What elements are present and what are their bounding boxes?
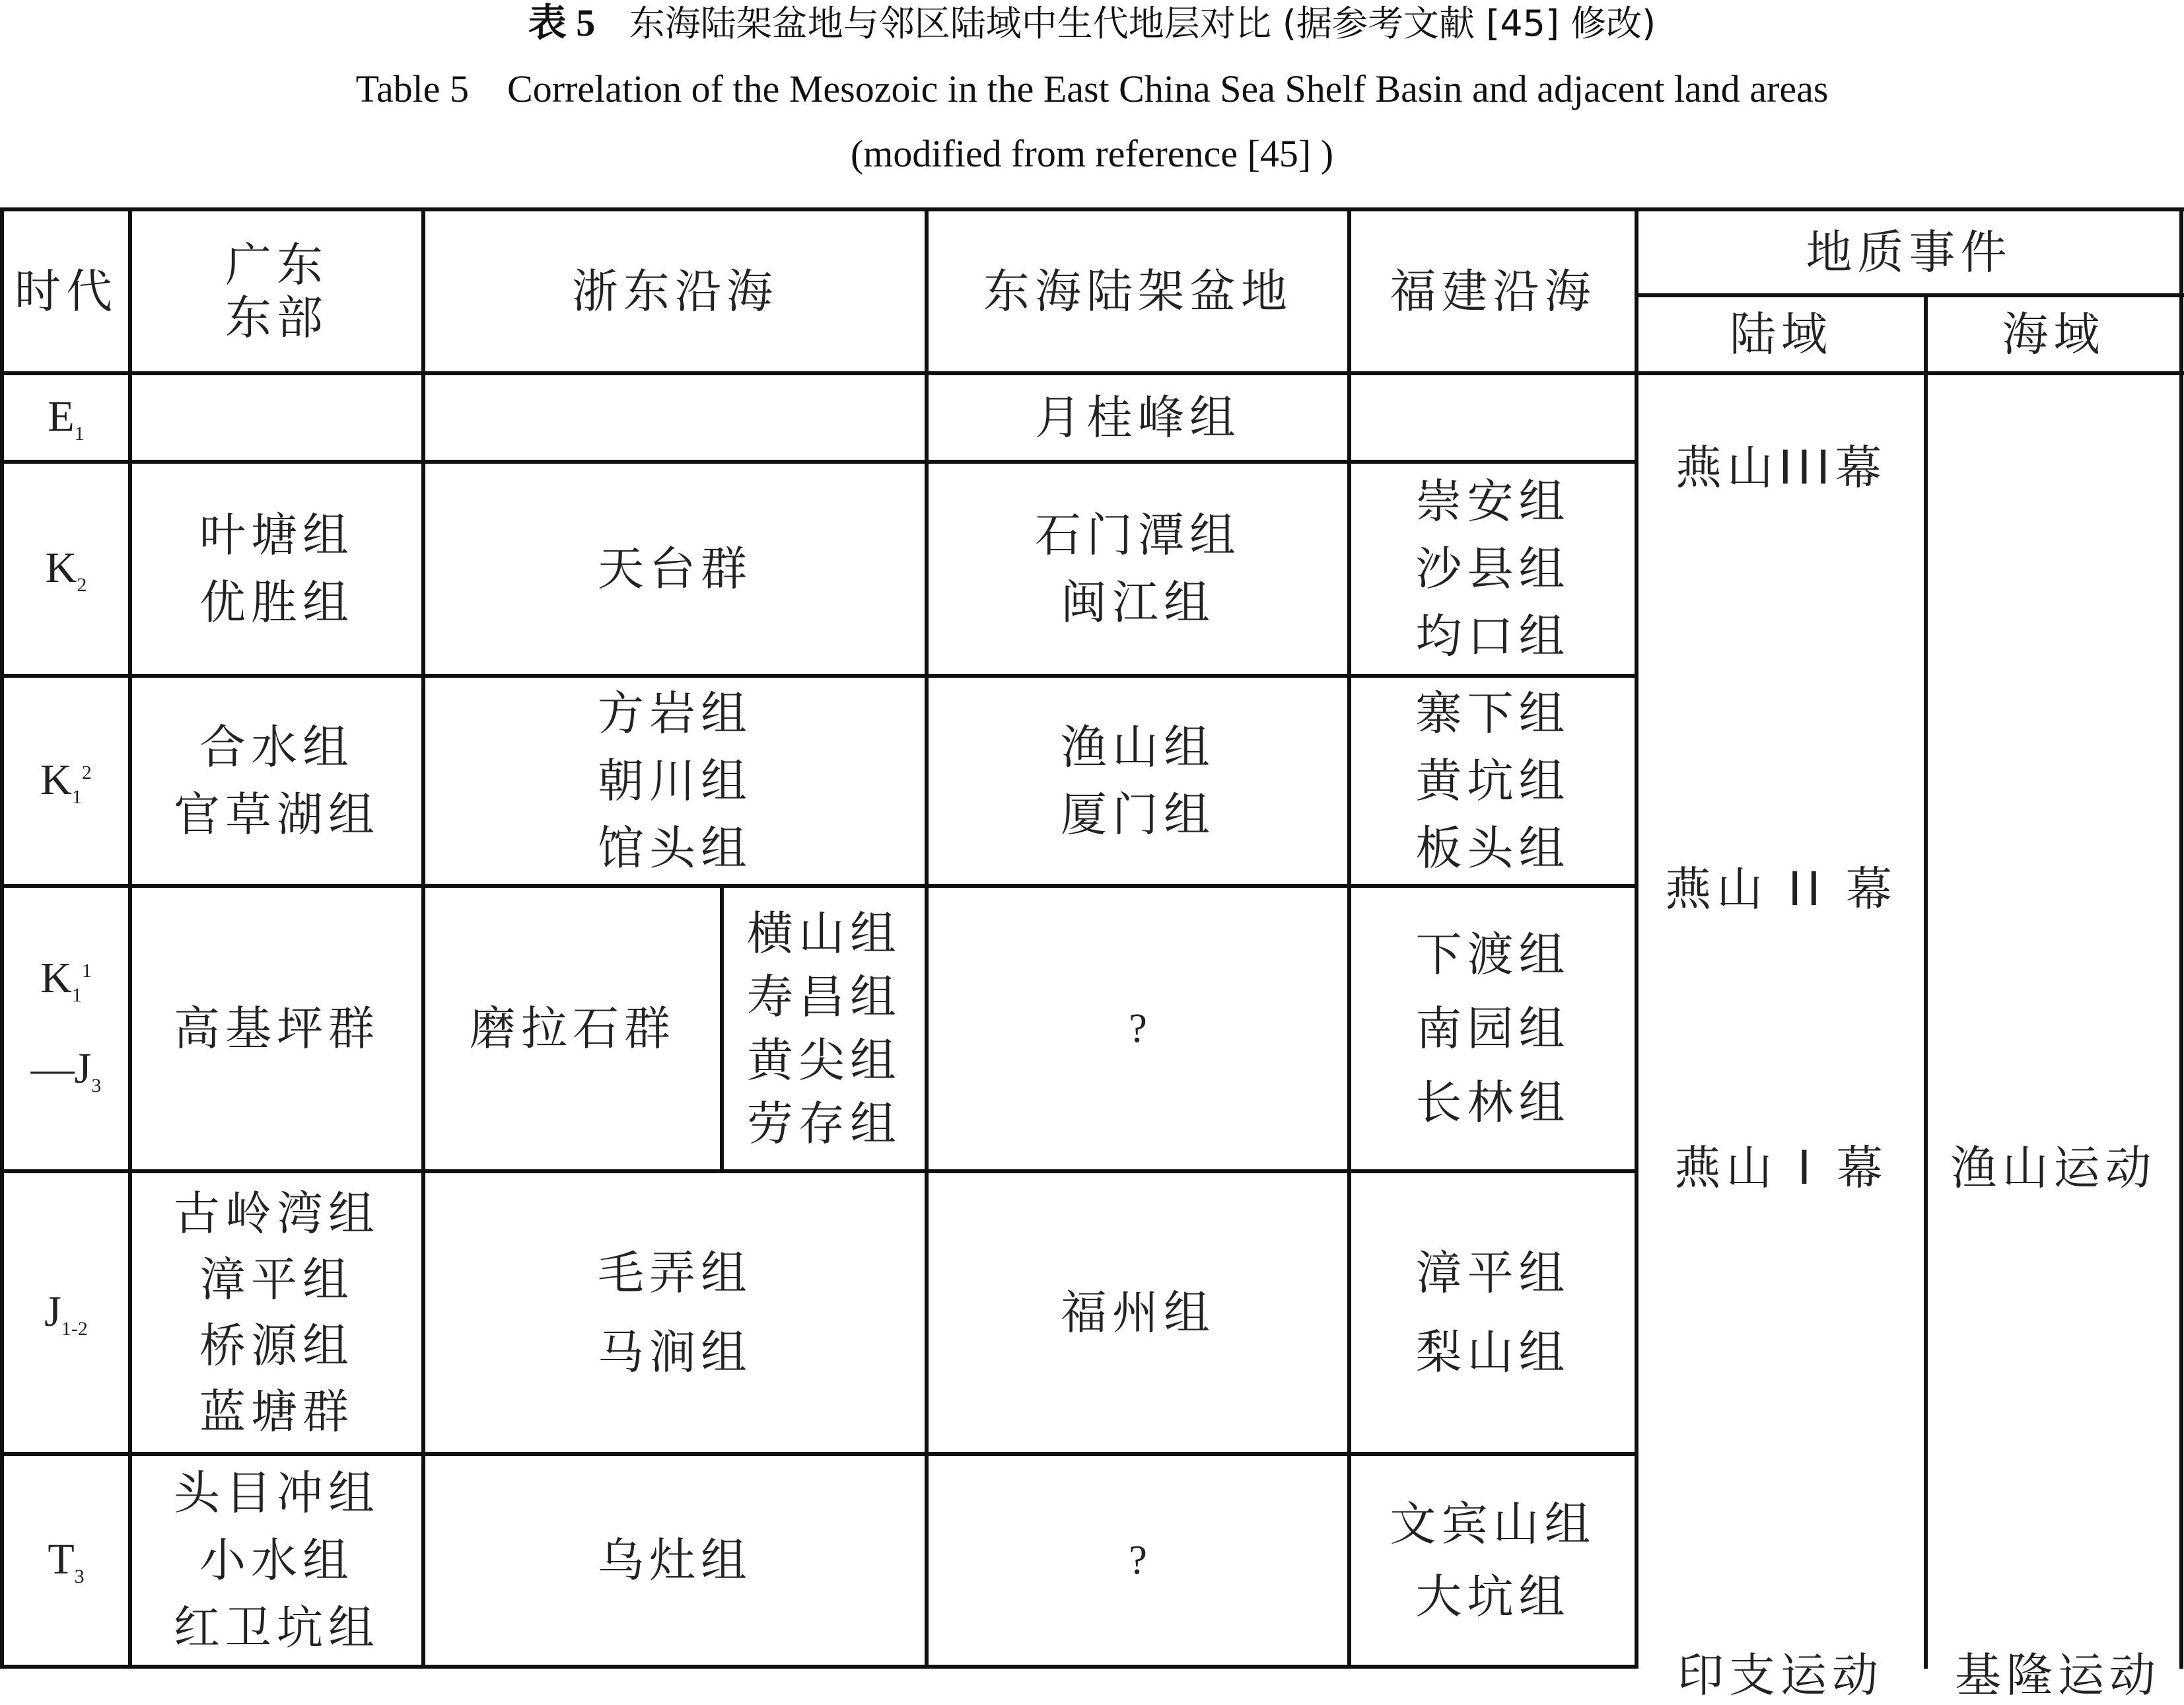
zj-j12-item: 毛弄组 — [598, 1246, 752, 1300]
header-gd-line1: 广东 — [225, 238, 328, 292]
ecs-k12-item: 渔山组 — [1061, 720, 1215, 774]
ecs-k2-item: 闽江组 — [1061, 575, 1215, 630]
fj-t3 — [1351, 1456, 1635, 1665]
fj-j12-item: 梨山组 — [1415, 1325, 1570, 1379]
era-j12-sub: 1-2 — [61, 1318, 88, 1340]
header-era: 时代 — [15, 264, 118, 318]
gd-k2-item: 优胜组 — [199, 575, 354, 630]
era-k12-sub: 1 — [71, 786, 82, 809]
fj-t3-item: 文宾山组 — [1390, 1497, 1596, 1551]
era-t3-sub: 3 — [74, 1566, 85, 1588]
gd-k12-item: 合水组 — [199, 720, 354, 774]
fj-k11-item: 长林组 — [1415, 1075, 1570, 1130]
caption-chinese-title: 东海陆架盆地与邻区陆域中生代地层对比 (据参考文献 [45] 修改) — [629, 3, 1656, 44]
table-right-border — [2179, 207, 2183, 1669]
gd-k12-item: 官草湖组 — [174, 787, 380, 842]
gd-j12-item: 蓝塘群 — [199, 1385, 354, 1439]
caption-english-source: (modified from reference [45] ) — [850, 132, 1334, 175]
zj-j1-2 — [425, 1173, 925, 1452]
event-keelung: 基隆运动 — [1942, 1638, 2174, 1705]
era-j12-main: J — [44, 1287, 61, 1336]
header-zhejiang-coast: 浙东沿海 — [572, 264, 778, 318]
fj-j12-item: 漳平组 — [1415, 1246, 1570, 1300]
era-k2-sub: 2 — [77, 574, 87, 597]
fj-t3-item: 大坑组 — [1415, 1570, 1570, 1624]
ecs-j1-2: 福州组 — [1061, 1286, 1215, 1340]
header-fujian-coast: 福建沿海 — [1390, 264, 1596, 318]
zj-k11-item: 黄尖组 — [747, 1033, 901, 1087]
era-k11-line2-sub: 3 — [91, 1074, 102, 1097]
gd-j1-2 — [132, 1173, 421, 1452]
event-yanshan-1: 燕山 I 幕 — [1674, 1141, 1888, 1195]
fj-k2-item: 沙县组 — [1415, 542, 1570, 596]
fj-k2-item: 均口组 — [1415, 609, 1570, 663]
era-k11-sup: 1 — [81, 960, 92, 982]
fj-k12-item: 黄坑组 — [1415, 754, 1570, 808]
gd-t3-item: 头目冲组 — [174, 1466, 380, 1520]
era-k11-line2: —J — [30, 1044, 92, 1093]
fj-j1-2 — [1351, 1173, 1635, 1452]
gd-j12-item: 古岭湾组 — [174, 1186, 380, 1241]
zj-k11-item: 劳存组 — [747, 1097, 901, 1151]
zj-t3: 乌灶组 — [598, 1533, 752, 1587]
header-sea-area: 海域 — [2002, 307, 2105, 361]
era-k12-sup: 2 — [81, 761, 92, 783]
era-k11-sub: 1 — [71, 984, 82, 1007]
fj-k2 — [1351, 464, 1635, 674]
zj-k12-item: 馆头组 — [598, 821, 752, 875]
ecs-t3: ? — [1129, 1538, 1147, 1583]
gd-k1-2 — [132, 678, 421, 884]
ecs-e1: 月桂峰组 — [1035, 390, 1241, 445]
fj-k11-item: 南园组 — [1415, 1001, 1570, 1056]
era-t3 — [4, 1456, 128, 1665]
fj-k11-item: 下渡组 — [1415, 927, 1570, 982]
header-guangdong-east — [132, 211, 421, 371]
event-yanshan-2: 燕山 II 幕 — [1665, 862, 1897, 916]
gd-j12-item: 漳平组 — [199, 1252, 354, 1307]
event-yanshan-3: 燕山III幕 — [1675, 441, 1887, 495]
era-k11-main: K — [40, 954, 72, 1003]
event-indosinian: 印支运动 — [1664, 1638, 1897, 1705]
header-east-china-sea-basin: 东海陆架盆地 — [983, 264, 1292, 318]
era-k2 — [4, 464, 128, 674]
header-gd-line2: 东部 — [225, 291, 328, 345]
era-k1-1-j3 — [4, 888, 128, 1169]
era-t3-main: T — [48, 1535, 75, 1583]
gd-k1-1-j3: 高基坪群 — [174, 1001, 380, 1056]
gd-t3-item: 小水组 — [199, 1533, 354, 1587]
caption-english: Table 5 Correlation of the Mesozoic in the East China Sea Shelf Basin and adjacent land areas — [355, 67, 1829, 110]
gd-k2-item: 叶塘组 — [199, 508, 354, 562]
fj-k2-item: 崇安组 — [1415, 474, 1570, 528]
era-e1-sub: 1 — [74, 423, 85, 445]
zj-k12-item: 朝川组 — [598, 754, 752, 808]
fj-k1-2 — [1351, 678, 1635, 884]
gd-k2 — [132, 464, 421, 674]
zj-k1-2 — [425, 678, 925, 884]
caption-table-label: 表 5 — [528, 1, 596, 44]
era-k12-main: K — [40, 755, 72, 804]
gd-j12-item: 桥源组 — [199, 1319, 354, 1373]
fj-k1-1-j3 — [1351, 888, 1635, 1169]
ecs-k1-1-j3: ? — [1129, 1006, 1147, 1051]
era-k1-2 — [4, 678, 128, 884]
fj-k12-item: 板头组 — [1415, 821, 1570, 875]
era-e1 — [4, 375, 128, 460]
header-land-area: 陆域 — [1730, 307, 1833, 361]
zj-k2: 天台群 — [598, 542, 752, 596]
zj-j12-item: 马涧组 — [598, 1325, 752, 1379]
zj-k1-1-j3-right — [724, 888, 925, 1169]
era-e1-main: E — [48, 392, 75, 441]
ecs-k2 — [929, 464, 1347, 674]
era-k2-main: K — [45, 543, 77, 592]
zj-k11-item: 寿昌组 — [747, 970, 901, 1024]
ecs-k1-2 — [929, 678, 1347, 884]
zj-k1-1-j3-left: 磨拉石群 — [470, 1001, 676, 1056]
ecs-k2-item: 石门潭组 — [1035, 508, 1241, 562]
gd-t3-item: 红卫坑组 — [174, 1601, 380, 1655]
table-bottom-border — [0, 1665, 1637, 1669]
event-yushan: 渔山运动 — [1950, 1141, 2157, 1195]
col-line-fj — [1635, 207, 1638, 1669]
zj-k12-item: 方岩组 — [598, 686, 752, 741]
ecs-k12-item: 厦门组 — [1061, 787, 1215, 842]
col-line-land — [1924, 293, 1928, 1669]
gd-t3 — [132, 1456, 421, 1665]
era-j1-2 — [4, 1173, 128, 1452]
fj-k12-item: 寨下组 — [1415, 686, 1570, 741]
header-geological-events: 地质事件 — [1806, 225, 2012, 279]
zj-k11-item: 横山组 — [747, 906, 901, 961]
